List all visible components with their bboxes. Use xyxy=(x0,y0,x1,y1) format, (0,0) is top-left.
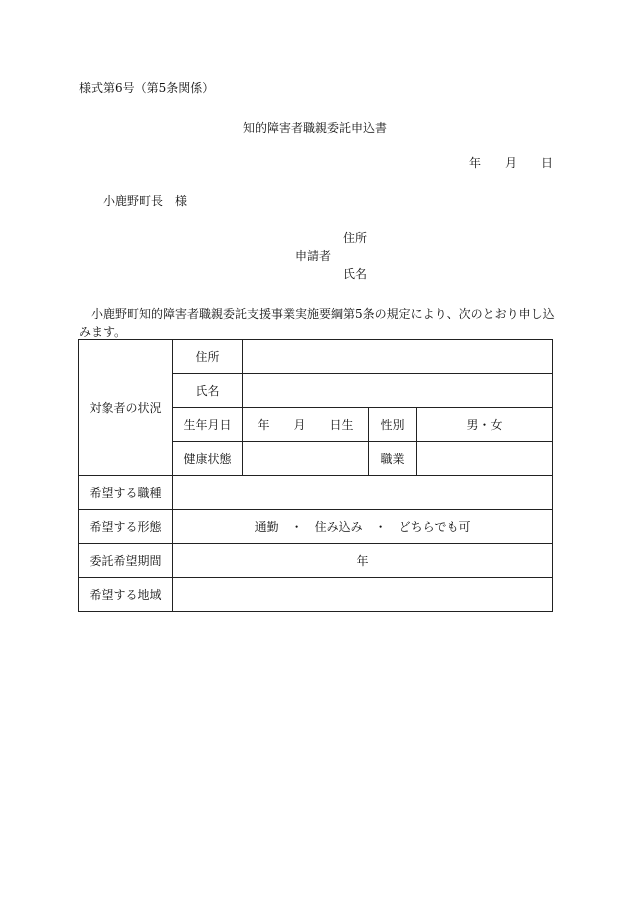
period-field[interactable]: 年 xyxy=(173,544,553,578)
applicant-name-label: 氏名 xyxy=(343,267,368,281)
desired-area-label: 希望する地域 xyxy=(79,578,173,612)
desired-form-options[interactable]: 通勤 ・ 住み込み ・ どちらでも可 xyxy=(173,510,553,544)
table-row xyxy=(79,340,553,374)
health-field[interactable] xyxy=(243,442,369,476)
applicant-label: 申請者 xyxy=(295,249,332,263)
birthdate-field[interactable]: 年 月 日生 xyxy=(243,408,369,442)
name-field[interactable] xyxy=(243,374,553,408)
desired-area-field[interactable] xyxy=(173,578,553,612)
desired-job-label: 希望する職種 xyxy=(79,476,173,510)
document-title: 知的障害者職親委託申込書 xyxy=(242,121,387,135)
period-label: 委託希望期間 xyxy=(79,544,173,578)
addressee: 小鹿野町長 様 xyxy=(103,194,188,208)
subject-status-label: 対象者の状況 xyxy=(79,340,173,476)
address-field[interactable] xyxy=(243,340,553,374)
table-row xyxy=(79,578,553,612)
form-number: 様式第6号（第5条関係） xyxy=(79,81,215,95)
name-label: 氏名 xyxy=(173,374,243,408)
date-day: 日 xyxy=(541,156,554,170)
date-year: 年 xyxy=(469,156,482,170)
table-row xyxy=(79,544,553,578)
date-line xyxy=(469,157,553,169)
desired-job-field[interactable] xyxy=(173,476,553,510)
address-label: 住所 xyxy=(173,340,243,374)
body-paragraph: 小鹿野町知的障害者職親委託支援事業実施要綱第5条の規定により、次のとおり申し込みます。 xyxy=(79,307,555,339)
gender-field[interactable]: 男・女 xyxy=(417,408,553,442)
date-month: 月 xyxy=(505,156,518,170)
gender-label: 性別 xyxy=(369,408,417,442)
birthdate-label: 生年月日 xyxy=(173,408,243,442)
desired-form-label: 希望する形態 xyxy=(79,510,173,544)
table-row xyxy=(79,510,553,544)
application-table xyxy=(78,339,553,612)
applicant-address-label: 住所 xyxy=(343,231,368,245)
table-row xyxy=(79,476,553,510)
health-label: 健康状態 xyxy=(173,442,243,476)
occupation-label: 職業 xyxy=(369,442,417,476)
occupation-field[interactable] xyxy=(417,442,553,476)
